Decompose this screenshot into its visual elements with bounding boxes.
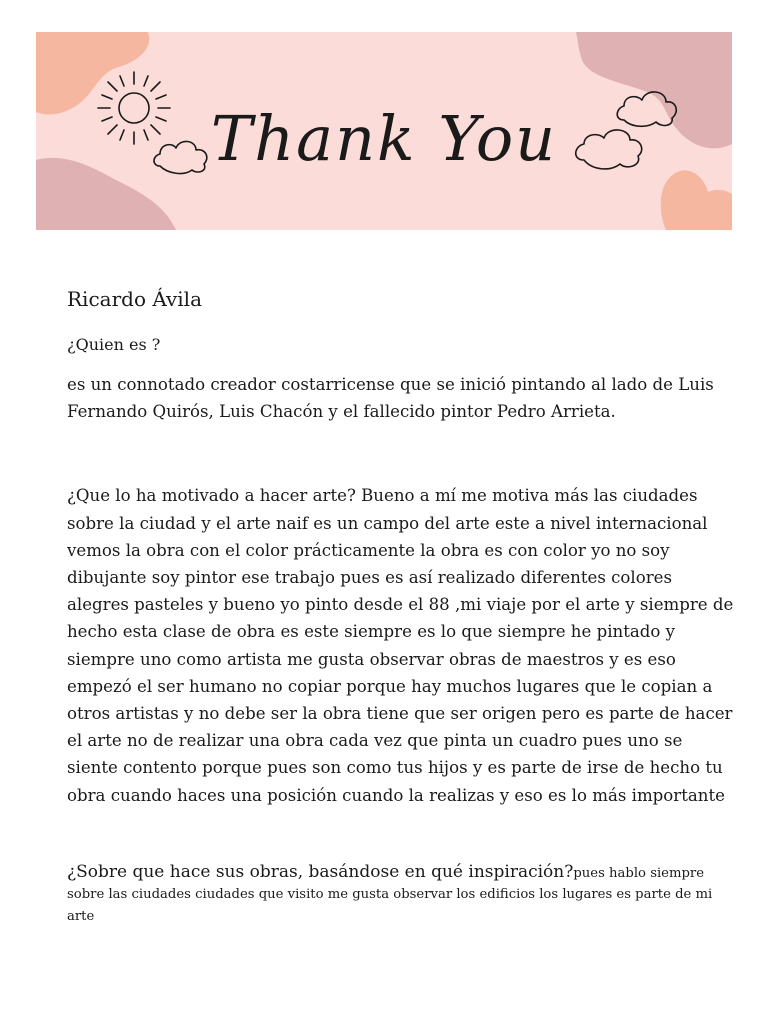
banner-illustration bbox=[36, 32, 732, 230]
inspiration-paragraph bbox=[67, 862, 735, 928]
motivation-paragraph: ¿Que lo ha motivado a hacer arte? Bueno a mí me motiva más las ciudades sobre la ciudad y el arte naif es un campo del arte este a nivel internacional vemos la obra con el color prácticamente la obra es con color yo no soy dibujante soy pintor ese trabajo pues es así realizado diferentes colores alegres pasteles y bueno yo pinto desde el 88 ,mi viaje por el arte y siempre de hecho esta clase de obra es este siempre es lo que siempre he pintado y siempre uno como artista me gusta observar obras de maestros y es eso empezó el ser humano no copiar porque hay muchos lugares que le copian a otros artistas y no debe ser la obra tiene que ser origen pero es parte de hacer el arte no de realizar una obra cada vez que pinta un cuadro pues uno se siente contento porque pues son como tus hijos y es parte de irse de hecho tu obra cuando haces una posición cuando la realizas y eso es lo más importante bbox=[67, 486, 734, 805]
question-who: ¿Quien es ? bbox=[67, 335, 161, 354]
article-body bbox=[67, 284, 735, 941]
author-name: Ricardo Ávila bbox=[67, 287, 202, 311]
thank-you-banner bbox=[36, 32, 732, 230]
banner-title: Thank You bbox=[210, 102, 558, 175]
answer-who: es un connotado creador costarricense que se inició pintando al lado de Luis Fernando Quirós, Luis Chacón y el fallecido pintor Pedro Arrieta. bbox=[67, 375, 714, 422]
question-inspiration: ¿Sobre que hace sus obras, basándose en qué inspiración? bbox=[67, 861, 574, 882]
answer-inspiration: pues hablo siempre sobre las ciudades ciudades que visito me gusta observar los edificios los lugares es parte de mi arte bbox=[67, 865, 713, 924]
